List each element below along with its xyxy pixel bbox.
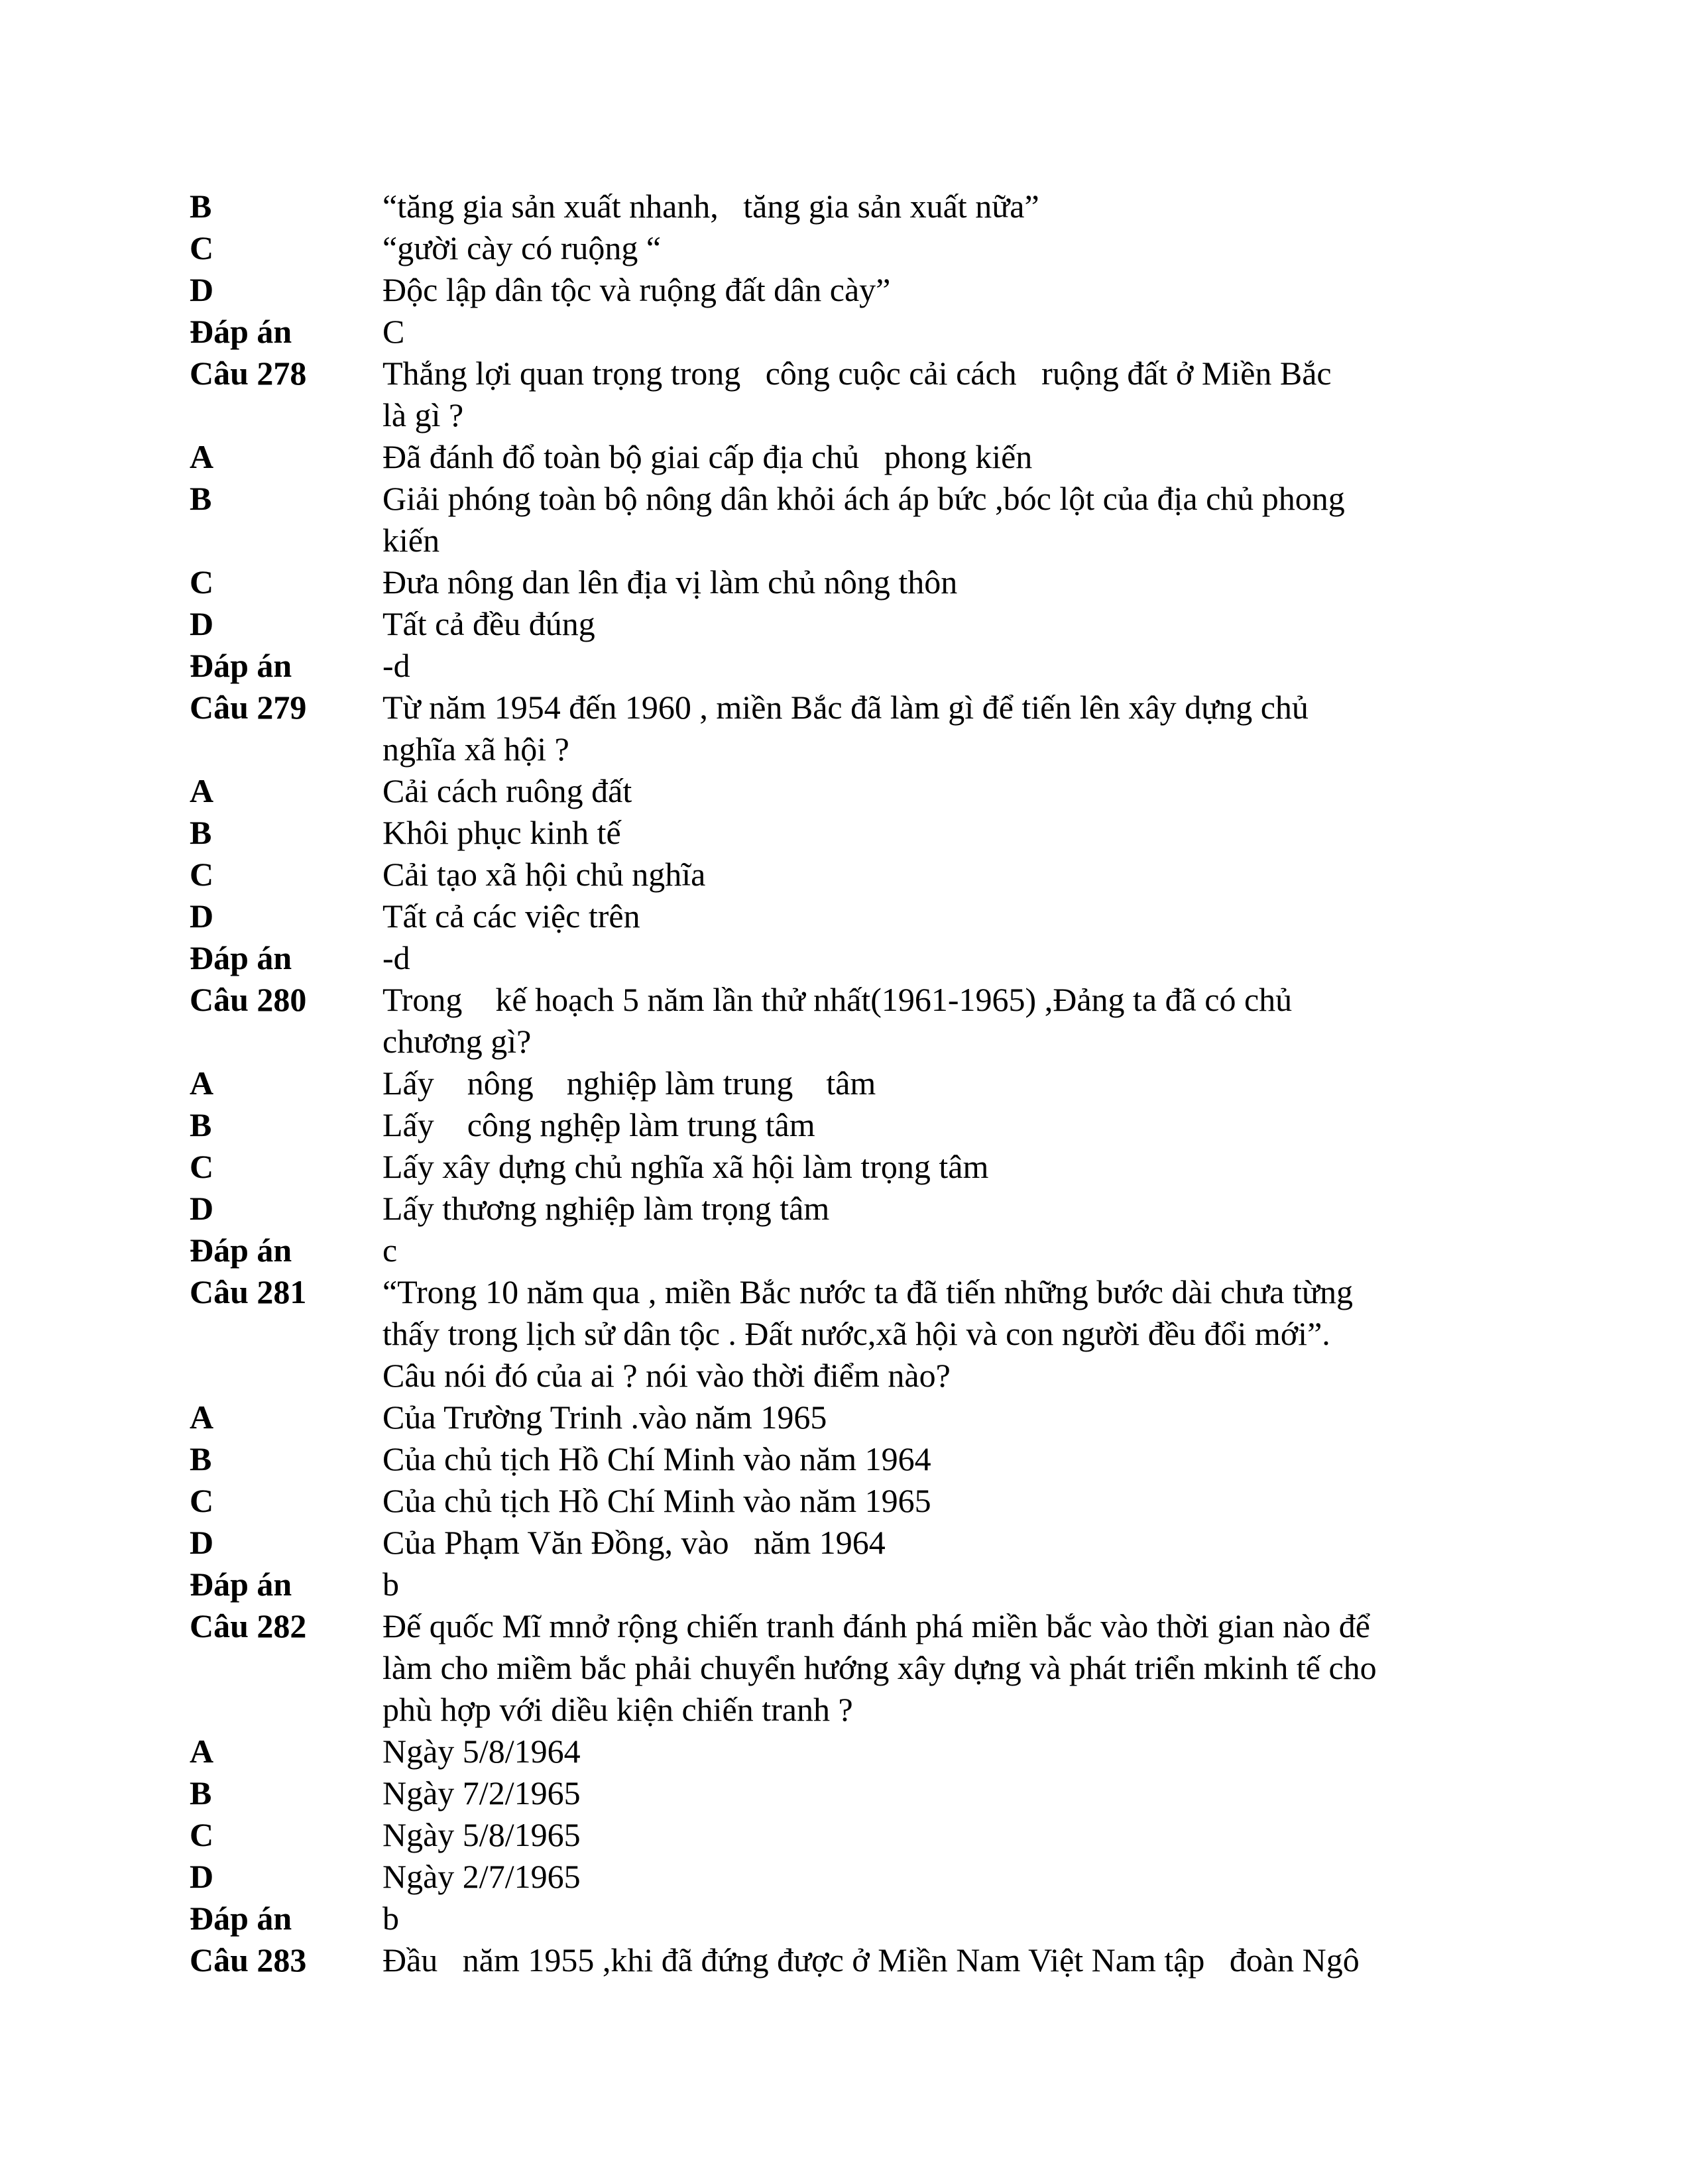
row-label: Câu 281	[190, 1273, 307, 1310]
row-content	[382, 186, 1515, 227]
qa-row	[190, 1188, 1515, 1230]
row-label: C	[190, 1816, 214, 1853]
row-content	[382, 1856, 1515, 1898]
row-label: Đáp án	[190, 313, 292, 350]
row-label: B	[190, 1440, 212, 1477]
row-line-text: Đưa nông dan lên địa vị làm chủ nông thôn	[382, 563, 958, 601]
row-label: Đáp án	[190, 647, 292, 684]
row-content	[382, 1564, 1515, 1605]
row-line-text: Độc lập dân tộc và ruộng đất dân cày”	[382, 271, 891, 308]
row-content	[382, 1104, 1515, 1146]
row-content	[382, 269, 1515, 311]
row-label: B	[190, 480, 212, 517]
row-line-text: Lấy nông nghiệp làm trung tâm	[382, 1064, 876, 1102]
row-label: D	[190, 605, 214, 642]
row-label: D	[190, 897, 214, 935]
qa-row	[190, 812, 1515, 854]
qa-row	[190, 1564, 1515, 1605]
row-line-text: Ngày 5/8/1965	[382, 1816, 581, 1853]
row-content	[382, 1731, 1515, 1772]
row-line-text: Đầu năm 1955 ,khi đã đứng được ở Miền Nam Việt Nam tập đoàn Ngô	[382, 1941, 1360, 1979]
qa-row	[190, 353, 1515, 436]
row-label: Câu 278	[190, 355, 307, 392]
row-label: Đáp án	[190, 939, 292, 976]
qa-row	[190, 186, 1515, 227]
row-content	[382, 1772, 1515, 1814]
row-label: Câu 283	[190, 1941, 307, 1979]
row-content	[382, 645, 1515, 687]
row-content	[382, 1146, 1515, 1188]
row-content	[382, 1939, 1515, 1981]
row-label: A	[190, 1064, 214, 1102]
qa-row	[190, 561, 1515, 603]
row-line-text: b	[382, 1566, 399, 1603]
row-line-text: C	[382, 313, 405, 350]
qa-row	[190, 269, 1515, 311]
row-line-text: Của Phạm Văn Đồng, vào năm 1964	[382, 1524, 886, 1561]
row-content	[382, 1230, 1515, 1271]
qa-row	[190, 1104, 1515, 1146]
qa-row	[190, 770, 1515, 812]
row-line-text: Thắng lợi quan trọng trong công cuộc cải cách ruộng đất ở Miền Bắc	[382, 355, 1332, 392]
row-line-text: nghĩa xã hội ?	[382, 730, 569, 768]
qa-row	[190, 1898, 1515, 1939]
qa-row	[190, 1772, 1515, 1814]
row-label: C	[190, 856, 214, 893]
row-line-text: Của Trường Trinh .vào năm 1965	[382, 1399, 827, 1436]
qa-row	[190, 1271, 1515, 1397]
row-label: B	[190, 1106, 212, 1143]
row-line-text: “Trong 10 năm qua , miền Bắc nước ta đã tiến những bước dài chưa từng	[382, 1273, 1353, 1310]
row-label: Đáp án	[190, 1232, 292, 1269]
qa-row	[190, 1063, 1515, 1104]
row-line-text: Lấy thương nghiệp làm trọng tâm	[382, 1190, 830, 1227]
row-content	[382, 687, 1515, 770]
row-content	[382, 603, 1515, 645]
qa-row	[190, 687, 1515, 770]
row-line-text: Lấy công nghệp làm trung tâm	[382, 1106, 815, 1143]
row-line-text: Đế quốc Mĩ mnở rộng chiến tranh đánh phá miền bắc vào thời gian nào để	[382, 1607, 1370, 1644]
row-label: B	[190, 814, 212, 851]
qa-row	[190, 478, 1515, 561]
row-line-text: Cải tạo xã hội chủ nghĩa	[382, 856, 706, 893]
row-content	[382, 1522, 1515, 1564]
row-line-text: chương gì?	[382, 1023, 532, 1060]
row-label: B	[190, 188, 212, 225]
qa-row	[190, 1146, 1515, 1188]
row-line-text: thấy trong lịch sử dân tộc . Đất nước,xã hội và con người đều đổi mới”.	[382, 1315, 1330, 1352]
row-label: D	[190, 1858, 214, 1895]
row-content	[382, 937, 1515, 979]
row-content	[382, 353, 1515, 436]
row-line-text: “gười cày có ruộng “	[382, 229, 662, 266]
qa-row	[190, 645, 1515, 687]
quiz-document-page	[190, 186, 1515, 1981]
row-content	[382, 311, 1515, 353]
qa-row	[190, 1230, 1515, 1271]
row-line-text: Từ năm 1954 đến 1960 , miền Bắc đã làm gì để tiến lên xây dựng chủ	[382, 689, 1309, 726]
qa-row	[190, 1605, 1515, 1731]
qa-row	[190, 1814, 1515, 1856]
row-line-text: Câu nói đó của ai ? nói vào thời điểm nào?	[382, 1357, 951, 1394]
qa-row	[190, 895, 1515, 937]
row-line-text: Của chủ tịch Hồ Chí Minh vào năm 1965	[382, 1482, 931, 1519]
row-line-text: Giải phóng toàn bộ nông dân khỏi ách áp bức ,bóc lột của địa chủ phong	[382, 480, 1345, 517]
row-label: Đáp án	[190, 1566, 292, 1603]
qa-row	[190, 854, 1515, 895]
row-line-text: phù hợp với diều kiện chiến tranh ?	[382, 1691, 853, 1728]
qa-row	[190, 1397, 1515, 1438]
row-content	[382, 478, 1515, 561]
row-content	[382, 1438, 1515, 1480]
row-content	[382, 1271, 1515, 1397]
row-label: A	[190, 1399, 214, 1436]
row-label: Câu 280	[190, 981, 307, 1018]
row-line-text: b	[382, 1900, 399, 1937]
row-label: C	[190, 563, 214, 601]
row-line-text: Trong kế hoạch 5 năm lần thử nhất(1961-1965) ,Đảng ta đã có chủ	[382, 981, 1293, 1018]
row-label: A	[190, 1733, 214, 1770]
row-line-text: Đã đánh đổ toàn bộ giai cấp địa chủ phong kiến	[382, 438, 1033, 475]
qa-row	[190, 1438, 1515, 1480]
row-label: D	[190, 1524, 214, 1561]
row-line-text: Khôi phục kinh tế	[382, 814, 621, 851]
row-line-text: Ngày 5/8/1964	[382, 1733, 581, 1770]
row-label: C	[190, 229, 214, 266]
row-line-text: Tất cả các việc trên	[382, 897, 640, 935]
row-label: Đáp án	[190, 1900, 292, 1937]
qa-row	[190, 227, 1515, 269]
row-line-text: Ngày 7/2/1965	[382, 1774, 581, 1811]
row-content	[382, 1188, 1515, 1230]
row-line-text: Lấy xây dựng chủ nghĩa xã hội làm trọng tâm	[382, 1148, 989, 1185]
row-label: Câu 279	[190, 689, 307, 726]
row-label: A	[190, 772, 214, 809]
row-content	[382, 854, 1515, 895]
row-line-text: là gì ?	[382, 396, 464, 433]
qa-row	[190, 603, 1515, 645]
row-content	[382, 1814, 1515, 1856]
row-content	[382, 1898, 1515, 1939]
row-line-text: làm cho miềm bắc phải chuyển hướng xây dựng và phát triển mkinh tế cho	[382, 1649, 1377, 1686]
row-content	[382, 561, 1515, 603]
row-label: C	[190, 1148, 214, 1185]
qa-row	[190, 1939, 1515, 1981]
row-line-text: “tăng gia sản xuất nhanh, tăng gia sản xuất nữa”	[382, 188, 1039, 225]
qa-row	[190, 311, 1515, 353]
row-content	[382, 227, 1515, 269]
row-line-text: -d	[382, 939, 410, 976]
qa-row	[190, 1480, 1515, 1522]
qa-row	[190, 1856, 1515, 1898]
row-content	[382, 979, 1515, 1063]
row-label: A	[190, 438, 214, 475]
row-content	[382, 895, 1515, 937]
row-line-text: kiến	[382, 522, 440, 559]
row-content	[382, 812, 1515, 854]
row-content	[382, 436, 1515, 478]
qa-row	[190, 436, 1515, 478]
row-content	[382, 1480, 1515, 1522]
row-content	[382, 1397, 1515, 1438]
row-line-text: Ngày 2/7/1965	[382, 1858, 581, 1895]
row-label: C	[190, 1482, 214, 1519]
row-line-text: Tất cả đều đúng	[382, 605, 595, 642]
row-line-text: Của chủ tịch Hồ Chí Minh vào năm 1964	[382, 1440, 931, 1477]
row-label: D	[190, 1190, 214, 1227]
row-line-text: Cải cách ruông đất	[382, 772, 632, 809]
row-line-text: c	[382, 1232, 398, 1269]
row-label: D	[190, 271, 214, 308]
row-label: Câu 282	[190, 1607, 307, 1644]
row-line-text: -d	[382, 647, 410, 684]
row-content	[382, 1605, 1515, 1731]
row-label: B	[190, 1774, 212, 1811]
qa-row	[190, 1522, 1515, 1564]
row-content	[382, 770, 1515, 812]
row-content	[382, 1063, 1515, 1104]
qa-row	[190, 937, 1515, 979]
qa-row	[190, 979, 1515, 1063]
qa-row	[190, 1731, 1515, 1772]
